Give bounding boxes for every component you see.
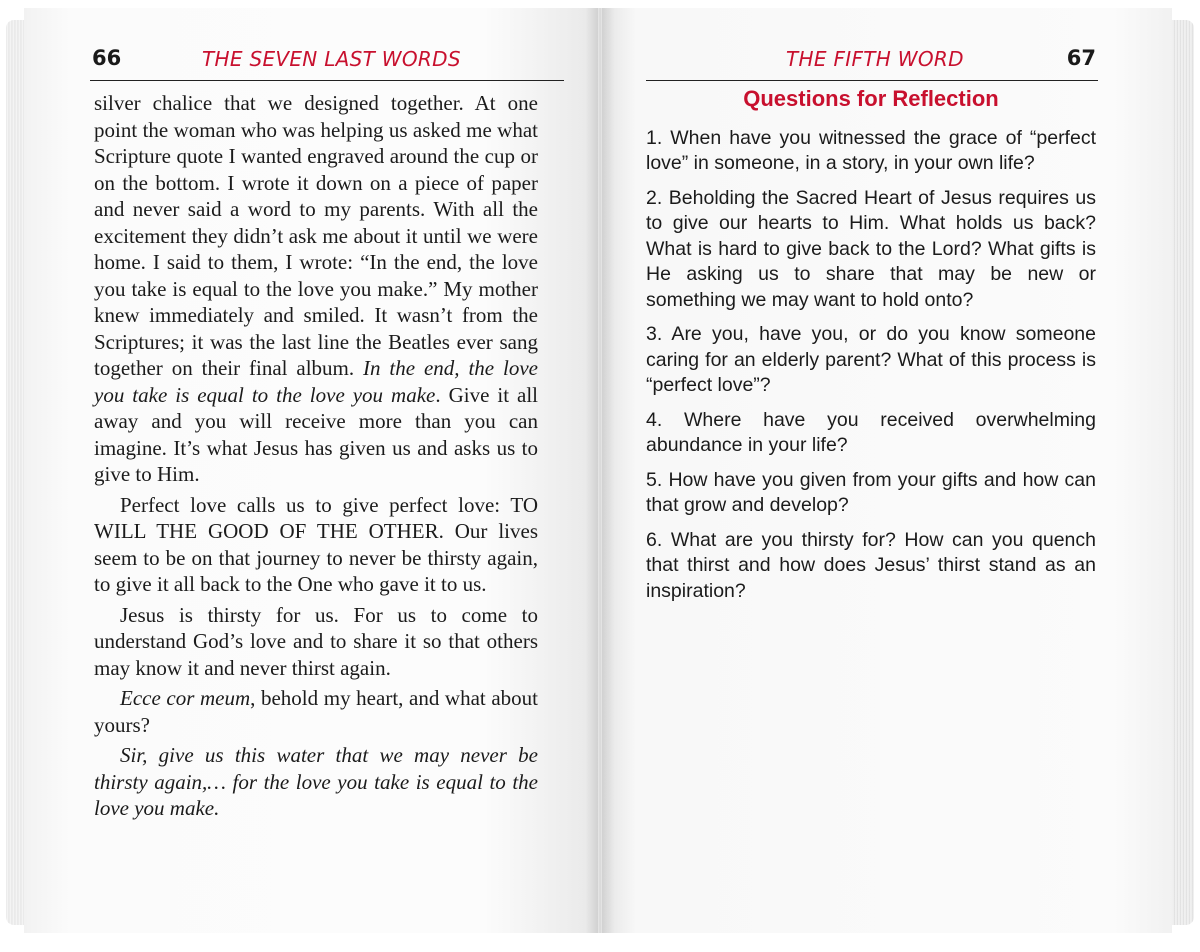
book-gutter bbox=[585, 8, 615, 933]
body-paragraph bbox=[94, 90, 538, 488]
italic-text: Ecce cor meum bbox=[120, 686, 251, 710]
body-paragraph bbox=[94, 685, 538, 738]
reflection-question: 4. Where have you received overwhelming abundance in your life? bbox=[646, 408, 1096, 456]
paragraph-text: . Give it all away and you will receive more than you can imagine. It’s what Jesus has given us and asks us to give to Him. bbox=[94, 382, 538, 486]
italic-text: In the end, the love you take is equal to the love you make bbox=[94, 356, 538, 407]
right-running-title: THE FIFTH WORD bbox=[786, 47, 964, 71]
reflection-question: 5. How have you given from your gifts and how can that grow and develop? bbox=[646, 468, 1096, 516]
body-paragraph bbox=[94, 742, 538, 822]
italic-text: Sir, give us this water that we may never be thirsty again,… for the love you take is equal to the love you make. bbox=[94, 743, 538, 820]
paragraph-text: Perfect love calls us to give perfect love: TO WILL THE GOOD OF THE OTHER. Our lives seem to be on that journey to never be thirsty again, to give it all back to the One who gave it to us. bbox=[94, 492, 538, 596]
right-page-number: 67 bbox=[1066, 46, 1096, 70]
left-running-head bbox=[90, 44, 564, 81]
left-running-title: THE SEVEN LAST WORDS bbox=[202, 47, 461, 71]
right-running-head bbox=[646, 44, 1098, 81]
paragraph-text: silver chalice that we designed together. At one point the woman who was helping us asked me what Scripture quote I wanted engraved around the cup or on the bottom. I wrote it down on a piece of paper and never said a word to my parents. With all the excitement they didn’t ask me about it until we were home. I said to them, I wrote: “In the end, the love you take is equal to the love you make.” My mother knew immediately and smiled. It wasn’t from the Scriptures; it was the last line the Beatles ever sang together on their final album. bbox=[94, 91, 538, 380]
paragraph-text: , behold my heart, and what about yours? bbox=[94, 686, 538, 737]
right-page bbox=[602, 8, 1172, 933]
left-page-number: 66 bbox=[92, 46, 122, 70]
body-paragraph bbox=[94, 492, 538, 598]
reflection-question: 6. What are you thirsty for? How can you quench that thirst and how does Jesus’ thirst stand as an inspiration? bbox=[646, 528, 1096, 602]
question-list bbox=[646, 126, 1096, 605]
left-page bbox=[24, 8, 598, 933]
paragraph-text: Jesus is thirsty for us. For us to come to understand God’s love and to share it so that others may know it and never thirst again. bbox=[94, 602, 538, 680]
right-body-text bbox=[646, 86, 1096, 613]
reflection-question: 1. When have you witnessed the grace of “perfect love” in someone, in a story, in your own life? bbox=[646, 126, 1096, 174]
left-body-text bbox=[94, 90, 538, 826]
section-title: Questions for Reflection bbox=[743, 86, 999, 111]
reflection-question: 3. Are you, have you, or do you know someone caring for an elderly parent? What of this process is “perfect love”? bbox=[646, 323, 1096, 396]
reflection-question: 2. Beholding the Sacred Heart of Jesus requires us to give our hearts to Him. What holds us back? What is hard to give back to the Lord? What gifts is He asking us to share that may be new or something we may want to hold onto? bbox=[646, 186, 1096, 311]
body-paragraph bbox=[94, 602, 538, 682]
